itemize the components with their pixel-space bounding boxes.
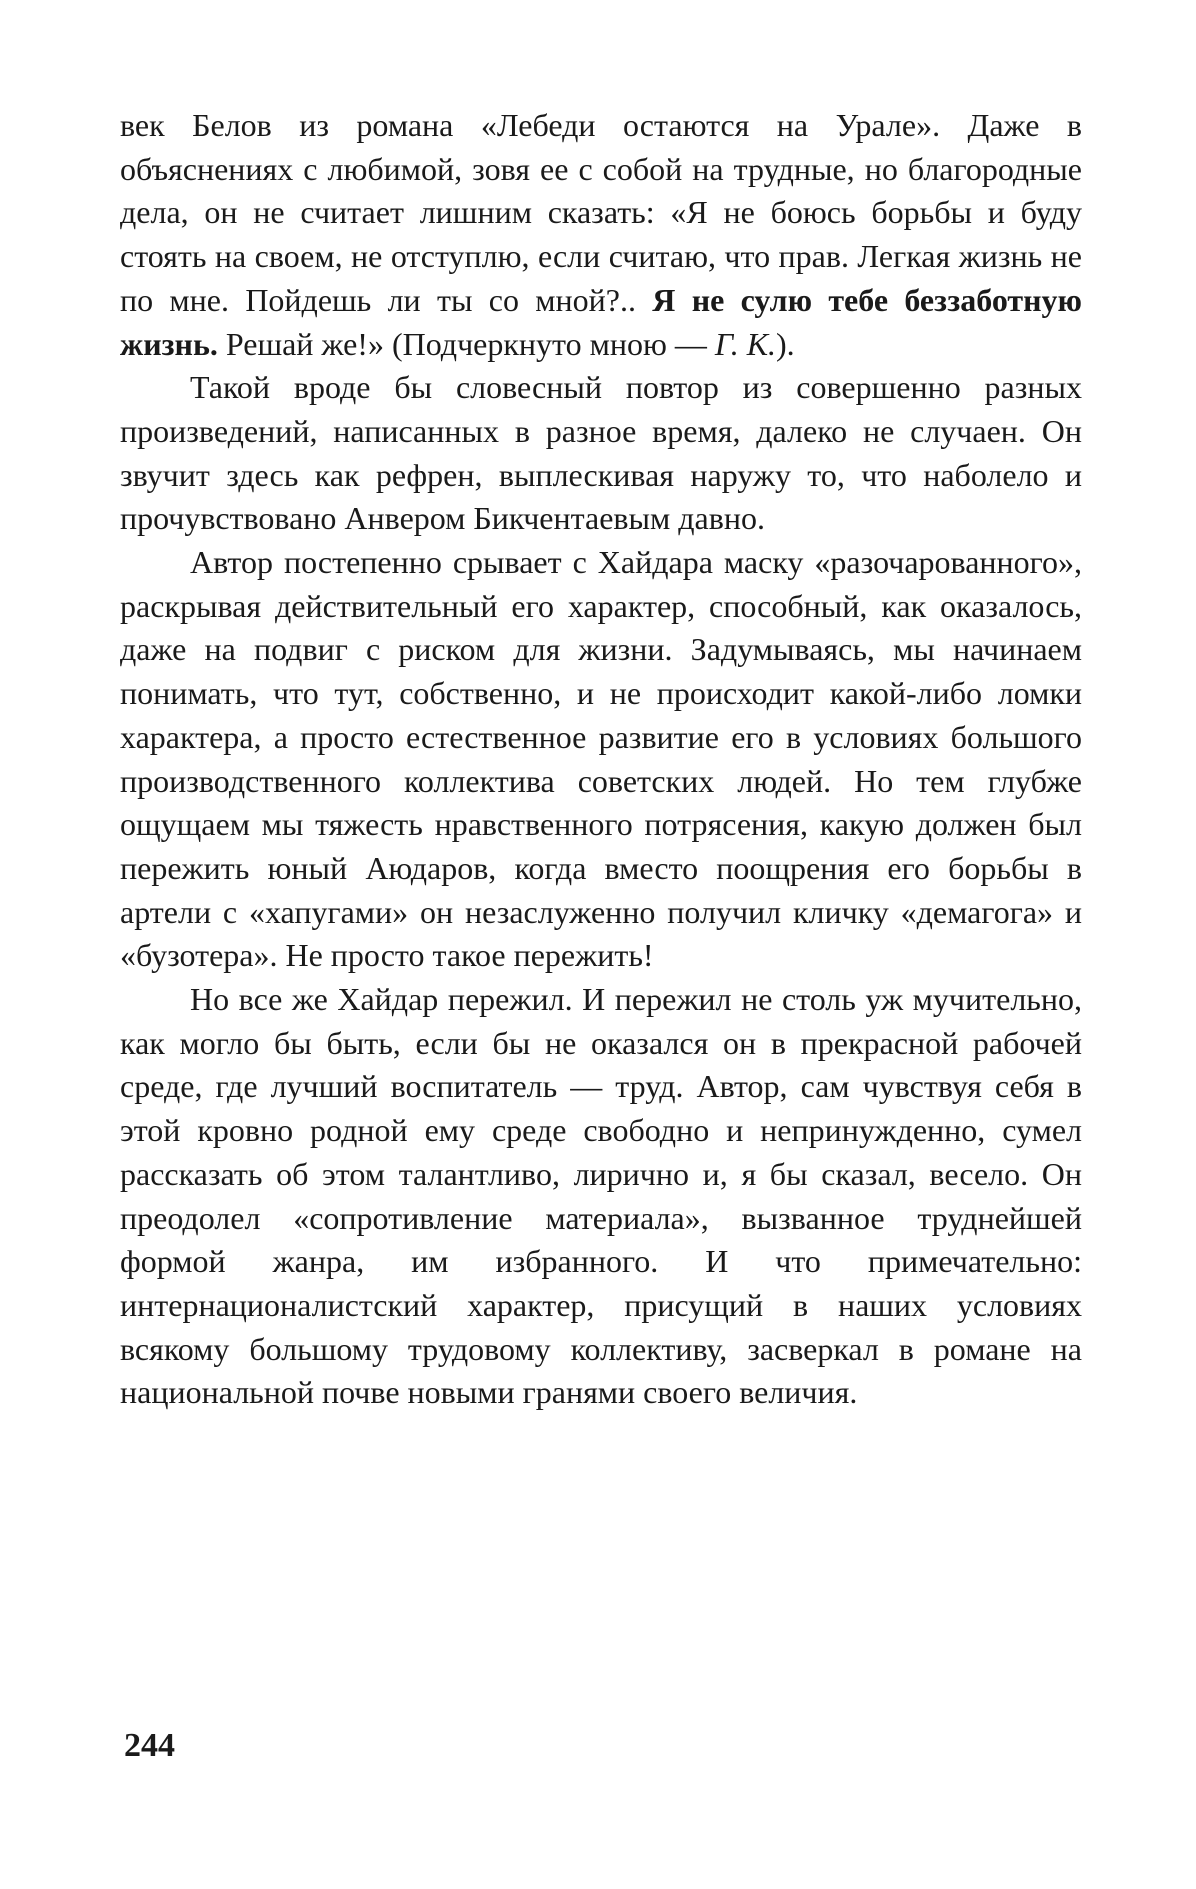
paragraph-1-text-a: век Белов из романа «Лебеди остаются на Урале». Даже в объяснениях с любимой, зовя ее с собой на трудные, но благородные дела, он не считает лишним сказать: «Я не боюсь борьбы и буду стоять на своем, не отступлю, если считаю, что прав. Легкая жизнь не по мне. Пойдешь ли ты со мной?..: [120, 107, 1082, 318]
paragraph-4: [120, 978, 1082, 1415]
paragraph-1-emphasis: Я не сулю тебе беззаботную жизнь.: [120, 281, 1083, 362]
page-number: 244: [124, 1727, 175, 1764]
paragraph-3-text: Автор постепенно срывает с Хайдара маску «разочарованного», раскрывая действительный его характер, способный, как оказалось, даже на подвиг с риском для жизни. Задумываясь, мы начинаем понимать, что тут, собственно, и не происходит какой-либо ломки характера, а просто естественное развитие его в условиях большого производственного коллектива советских людей. Но тем глубже ощущаем мы тяжесть нравственного потрясения, какую должен был пережить юный Аюдаров, когда вместо поощрения его борьбы в артели с «хапугами» он незаслуженно получил кличку «демагога» и «бузотера». Не просто такое пережить!: [120, 544, 1082, 974]
paragraph-1: [120, 104, 1082, 366]
paragraph-1-text-b: Решай же!» (Подчеркнуто мною —: [217, 325, 715, 362]
paragraph-2-text: Такой вроде бы словесный повтор из совершенно разных произведений, написанных в разное время, далеко не случаен. Он звучит здесь как рефрен, выплескивая наружу то, что наболело и прочувствовано Анвером Бикчентаевым давно.: [120, 369, 1082, 537]
paragraph-1-initials: Г. К.: [714, 325, 776, 362]
paragraph-3: [120, 541, 1082, 978]
paragraph-4-text: Но все же Хайдар пережил. И пережил не столь уж мучительно, как могло бы быть, если бы не оказался он в прекрасной рабочей среде, где лучший воспитатель — труд. Автор, сам чувствуя себя в этой кровно родной ему среде свободно и непринужденно, сумел рассказать об этом талантливо, лирично и, я бы сказал, весело. Он преодолел «сопротивление материала», вызванное труднейшей формой жанра, им избранного. И что примечательно: интернационалистский характер, присущий в наших условиях всякому большому трудовому коллективу, засверкал в романе на национальной почве новыми гранями своего величия.: [120, 981, 1082, 1411]
page-body: [120, 104, 1082, 1415]
paragraph-1-text-c: ).: [775, 325, 795, 362]
paragraph-2: [120, 366, 1082, 541]
